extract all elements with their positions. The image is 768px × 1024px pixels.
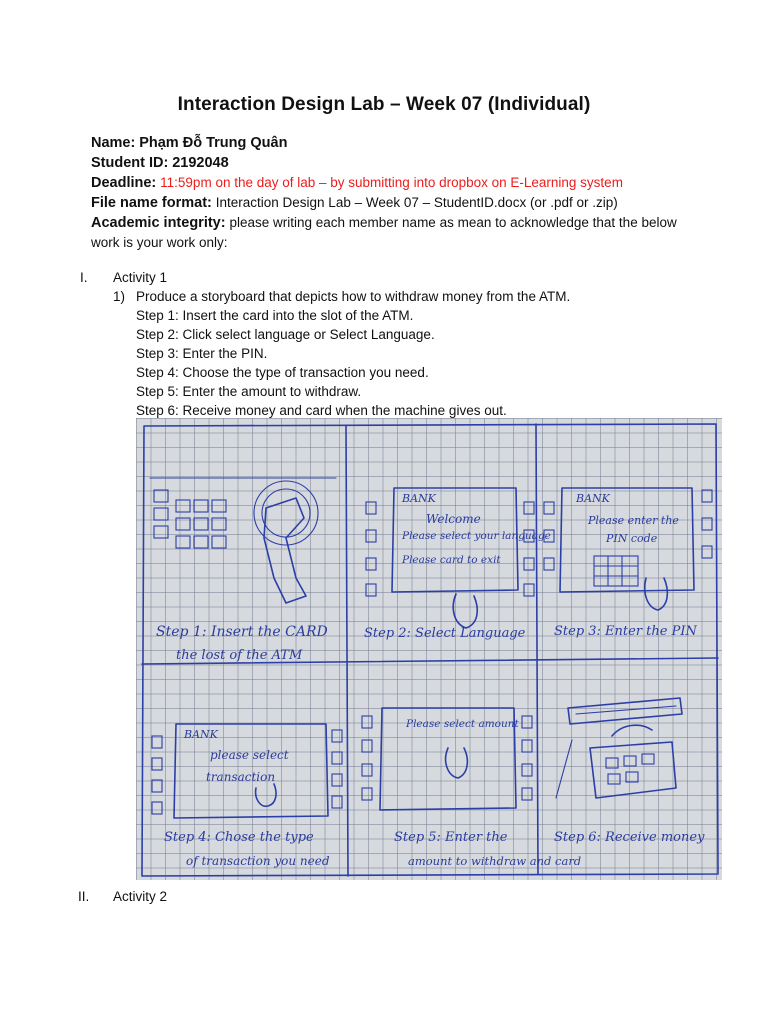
step-2-text: Step 2: Click select language or Select Language. bbox=[136, 327, 435, 342]
step-1-text: Step 1: Insert the card into the slot of the ATM. bbox=[136, 308, 414, 323]
integrity-value-line2: work is your work only: bbox=[91, 235, 228, 250]
panel-6-drawing bbox=[556, 698, 682, 798]
panel-2-caption-line1: Step 2: Select Language bbox=[364, 626, 526, 641]
file-format-value: Interaction Design Lab – Week 07 – StudentID.docx (or .pdf or .zip) bbox=[215, 195, 618, 210]
step-4-text: Step 4: Choose the type of transaction you need. bbox=[136, 365, 429, 380]
panel-1-caption-line1: Step 1: Insert the CARD bbox=[156, 624, 328, 640]
file-format-row bbox=[91, 193, 691, 213]
page-title: Interaction Design Lab – Week 07 (Individual) bbox=[177, 94, 591, 115]
name-value: Phạm Đỗ Trung Quân bbox=[139, 135, 288, 151]
panel-5-screen-line1: Please select amount bbox=[406, 718, 519, 730]
student-id-row bbox=[91, 153, 691, 173]
student-id-label: Student ID: bbox=[91, 155, 169, 171]
panel-2-screen-line3: Please card to exit bbox=[402, 554, 501, 566]
panel-4-caption-line2: of transaction you need bbox=[186, 854, 330, 868]
panel-3-screen-line1: Please enter the bbox=[588, 514, 679, 527]
panel-2-screen-line2: Please select your language bbox=[402, 530, 551, 542]
panel-4-screen-line2: transaction bbox=[206, 770, 276, 784]
item-number: 1) bbox=[113, 289, 126, 304]
integrity-row-continued bbox=[91, 233, 691, 252]
panel-1-caption-line2: the lost of the ATM bbox=[176, 648, 303, 663]
step-5-text: Step 5: Enter the amount to withdraw. bbox=[136, 384, 362, 399]
integrity-value-line1: please writing each member name as mean to acknowledge that the below bbox=[229, 215, 677, 230]
panel-6-caption-line1: Step 6: Receive money bbox=[554, 830, 705, 845]
deadline-value: 11:59pm on the day of lab – by submitting into dropbox on E-Learning system bbox=[160, 175, 623, 190]
file-format-label: File name format: bbox=[91, 195, 212, 211]
panel-5-caption-line1: Step 5: Enter the bbox=[394, 830, 508, 845]
panel-4-caption-line1: Step 4: Chose the type bbox=[164, 830, 314, 845]
name-row bbox=[91, 133, 691, 153]
name-label: Name: bbox=[91, 135, 136, 151]
storyboard-sketch bbox=[136, 418, 722, 880]
section-1-title: Activity 1 bbox=[113, 270, 168, 285]
step-6-text: Step 6: Receive money and card when the machine gives out. bbox=[136, 403, 507, 418]
panel-3-header: BANK bbox=[576, 492, 610, 505]
item-line: Produce a storyboard that depicts how to withdraw money from the ATM. bbox=[136, 289, 571, 304]
step-3-text: Step 3: Enter the PIN. bbox=[136, 346, 268, 361]
panel-2-header: BANK bbox=[402, 492, 436, 505]
deadline-row bbox=[91, 173, 691, 193]
panel-3-drawing bbox=[544, 488, 712, 610]
section-1-number: I. bbox=[80, 270, 88, 285]
integrity-label: Academic integrity: bbox=[91, 215, 226, 231]
student-id-value: 2192048 bbox=[172, 155, 229, 171]
section-2-title: Activity 2 bbox=[113, 889, 168, 904]
panel-2-screen-line1: Welcome bbox=[426, 512, 481, 526]
panel-3-caption-line1: Step 3: Enter the PIN bbox=[554, 624, 697, 639]
panel-1-drawing bbox=[150, 478, 336, 603]
panel-3-screen-line2: PIN code bbox=[606, 532, 658, 545]
integrity-row bbox=[91, 213, 691, 233]
deadline-label: Deadline: bbox=[91, 175, 157, 191]
panel-5-caption-line2: amount to withdraw and card bbox=[408, 854, 582, 868]
panel-4-header: BANK bbox=[184, 728, 218, 741]
panel-4-screen-line1: please select bbox=[210, 748, 289, 762]
student-info bbox=[91, 133, 691, 252]
section-2-number: II. bbox=[78, 889, 90, 904]
